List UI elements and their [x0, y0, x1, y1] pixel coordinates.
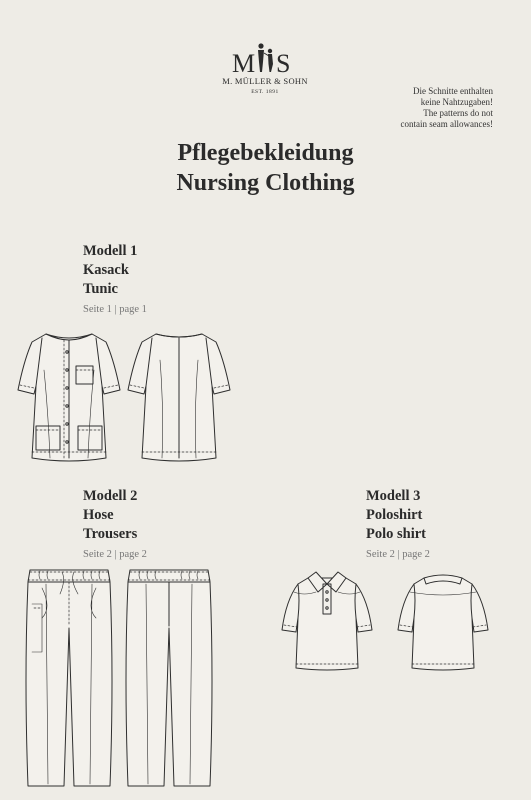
model-page-ref: Seite 2 | page 2	[83, 549, 147, 560]
model-2-heading	[83, 487, 147, 560]
notice-line: contain seam allowances!	[400, 119, 493, 129]
model-number: Modell 2	[83, 488, 138, 504]
model-number: Modell 3	[366, 488, 421, 504]
model-1-heading	[83, 242, 147, 315]
title-german: Pflegebekleidung	[177, 140, 354, 166]
model-name-de: Hose	[83, 507, 114, 523]
tunic-back-illustration	[124, 330, 234, 472]
svg-text:S: S	[276, 49, 291, 74]
svg-text:M: M	[232, 49, 256, 74]
model-page-ref: Seite 2 | page 2	[366, 549, 430, 560]
brand-name: M. MÜLLER & SOHN	[222, 76, 308, 86]
title-english: Nursing Clothing	[176, 170, 355, 196]
trousers-back-illustration	[122, 568, 216, 792]
model-name-en: Tunic	[83, 281, 118, 297]
model-name-en: Trousers	[83, 526, 138, 542]
brand-logo	[205, 42, 325, 95]
polo-back-illustration	[394, 570, 492, 674]
seam-allowance-notice	[343, 86, 493, 130]
model-name-de: Kasack	[83, 262, 129, 278]
notice-line: Die Schnitte enthalten	[413, 86, 493, 96]
tunic-front-illustration	[14, 330, 124, 472]
page-title	[0, 138, 531, 198]
brand-established: EST. 1891	[251, 89, 279, 95]
notice-line: keine Nahtzugaben!	[420, 97, 493, 107]
model-3-heading	[366, 487, 430, 560]
model-number: Modell 1	[83, 243, 138, 259]
model-page-ref: Seite 1 | page 1	[83, 304, 147, 315]
polo-front-illustration	[278, 570, 376, 674]
model-name-de: Poloshirt	[366, 507, 423, 523]
model-name-en: Polo shirt	[366, 526, 427, 542]
trousers-front-illustration	[22, 568, 116, 792]
logo-family-icon	[230, 42, 300, 74]
notice-line: The patterns do not	[423, 108, 493, 118]
